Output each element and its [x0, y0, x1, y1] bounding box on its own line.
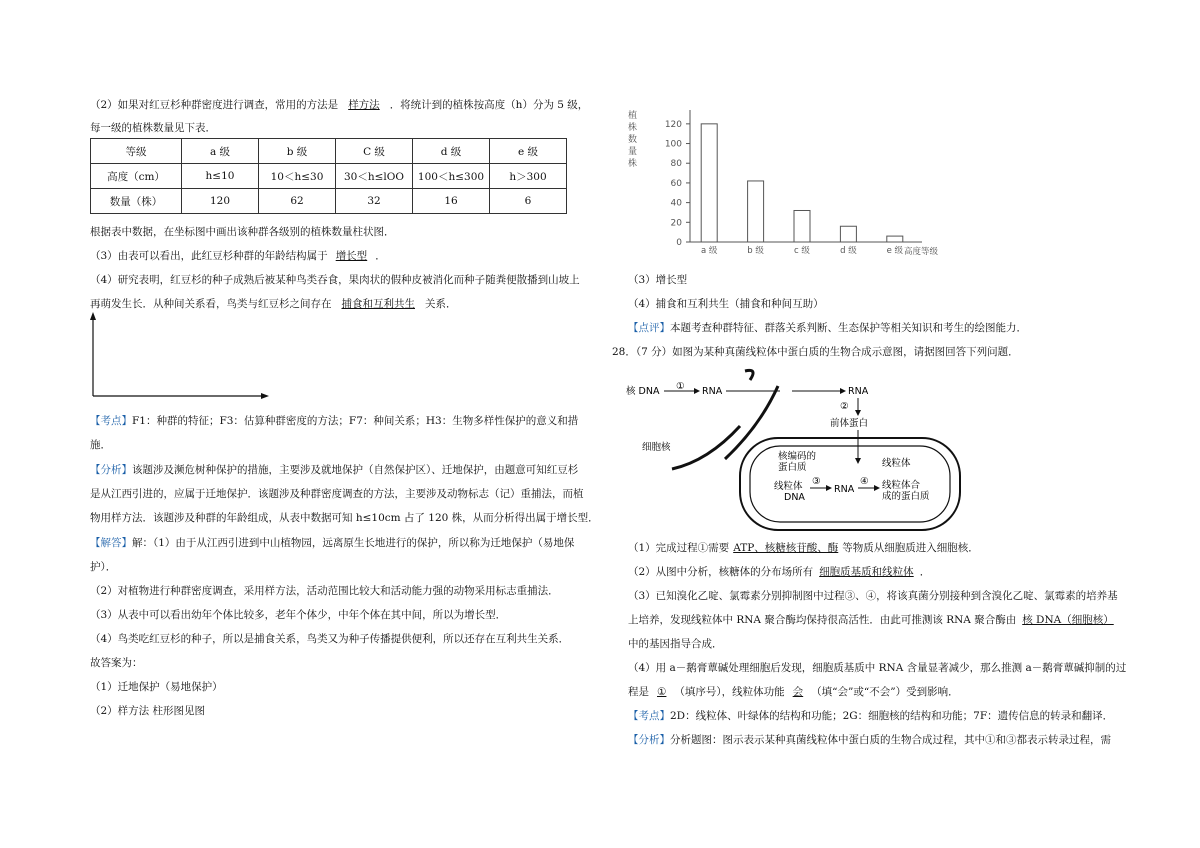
a3-line3: 中的基因指导合成．: [628, 638, 723, 650]
q4-line1: （4）研究表明，红豆杉的种子成熟后被某种鸟类吞食，果肉状的假种皮被消化而种子随粪便散播到山坡上: [90, 274, 580, 286]
x-axis-label: 高度等级: [903, 247, 938, 257]
final-answer-1: （1）迁地保护（易地保护）: [90, 681, 223, 693]
table-cell: 32: [336, 189, 413, 214]
fenxi-line3: 物用样方法．该题涉及种群的年龄组成，从表中数据可知 h≤10cm 占了 120 株，从而分析得出属于增长型．: [90, 512, 599, 524]
jieda-line1: 【解答】解：（1）由于从江西引进到中山植物园，远离原生长地进行的保护，所以称为迁地保护（易地保: [90, 537, 575, 549]
table-cell: h≤10: [182, 164, 259, 189]
y-tick-label: 80: [670, 159, 682, 170]
q2-line2: 每一级的植株数量见下表．: [90, 122, 216, 134]
y-tick-label: 20: [670, 218, 682, 229]
height-table: [90, 138, 567, 214]
q3-answer: 增长型: [335, 250, 368, 262]
precursor-protein-label: 前体蛋白: [830, 418, 869, 429]
table-row: [91, 189, 567, 214]
y-tick-label: 120: [664, 119, 682, 130]
q4-line2: 再萌发生长．从种间关系看，鸟类与红豆杉之间存在 捕食和互利共生 关系．: [90, 298, 457, 310]
q2-line1: （2）如果对红豆杉种群密度进行调查，常用的方法是 样方法 ．将统计到的植株按高度（h）分为 5 级，: [90, 99, 589, 111]
blank-axes: [85, 312, 270, 404]
dianping-line: 【点评】本题考查种群特征、群落关系判断、生态保护等相关知识和考生的绘图能力．: [628, 322, 1027, 334]
fenxi-line2: 是从江西引进的，应属于迁地保护．该题涉及种群密度调查的方法，主要涉及动物标志（记）重捕法，而植: [90, 488, 584, 500]
nucleus-label: 细胞核: [642, 442, 671, 453]
y-tick-label: 60: [670, 178, 682, 189]
step-1-label: ①: [676, 381, 685, 392]
bar: [701, 124, 717, 242]
dianping-tag: 【点评】: [628, 322, 670, 334]
table-cell: 数量（株）: [91, 189, 182, 214]
a2-answer: 细胞质基质和线粒体: [819, 566, 914, 578]
jieda-line2: 护）．: [90, 561, 117, 573]
y-tick-label: 0: [676, 238, 682, 248]
a1-line: （1）完成过程①需要 ATP、核糖核苷酸、酶 等物质从细胞质进入细胞核．: [628, 542, 979, 554]
y-tick-label: 100: [664, 139, 682, 150]
nuclear-dna-label: 核 DNA: [626, 386, 660, 397]
table-header-cell: 等级: [91, 139, 182, 164]
q2-answer: 样方法: [348, 99, 380, 111]
right-fenxi-tag: 【分析】: [628, 734, 670, 746]
a2-line: （2）从图中分析，核糖体的分布场所有 细胞质基质和线粒体 ．: [628, 566, 931, 578]
nuclear-coded-protein-label-1: 核编码的: [778, 451, 817, 462]
mito-dna-label-2: DNA: [784, 492, 805, 503]
rna-label-1: RNA: [702, 386, 723, 397]
kaodian-line1: 【考点】F1：种群的特征；F3：估算种群密度的方法；F7：种间关系；H3：生物多样性保护的意义和措: [90, 415, 579, 427]
y-axis-label-char: 植: [628, 111, 638, 121]
final-answer-2: （2）样方法 柱形图见图: [90, 705, 206, 717]
right-answer-3: （3）增长型: [628, 274, 688, 286]
x-tick-label: e 级: [886, 246, 904, 256]
q4-answer: 捕食和互利共生: [341, 298, 415, 310]
table-header-cell: C 级: [336, 139, 413, 164]
answer-3: （3）从表中可以看出幼年个体比较多，老年个体少，中年个体在其中间，所以为增长型．: [90, 609, 507, 621]
a3-line2: 上培养，发现线粒体中 RNA 聚合酶均保持很高活性．由此可推测该 RNA 聚合酶由 核 DNA（细胞核）: [628, 612, 1120, 627]
y-tick-label: 40: [670, 198, 682, 209]
mito-protein-label-2: 成的蛋白质: [882, 491, 930, 502]
x-tick-label: d 级: [840, 246, 857, 256]
fenxi-line1: 【分析】该题涉及濒危树种保护的措施，主要涉及就地保护（自然保护区）、迁地保护，由题意可知红豆杉: [90, 464, 579, 476]
rna-label-3: RNA: [834, 484, 855, 495]
x-tick-label: a 级: [700, 246, 718, 256]
right-answer-4: （4）捕食和互利共生（捕食和种间互助）: [628, 298, 824, 310]
table-cell: 6: [490, 189, 567, 214]
answer-2: （2）对植物进行种群密度调查，采用样方法，活动范围比较大和活动能力强的动物采用标志重捕法．: [90, 585, 559, 597]
kaodian-line2: 施．: [90, 439, 111, 451]
table-cell: 120: [182, 189, 259, 214]
answer-4: （4）鸟类吃红豆杉的种子，所以是捕食关系，鸟类又为种子传播提供便利，所以还存在互利共生关系．: [90, 633, 570, 645]
mito-protein-label-1: 线粒体合: [882, 480, 921, 491]
x-tick-label: b 级: [747, 246, 764, 256]
table-cell: h＞300: [490, 164, 567, 189]
table-cell: 62: [259, 189, 336, 214]
bar: [794, 210, 810, 242]
right-kaodian-line: 【考点】2D：线粒体、叶绿体的结构和功能；2G：细胞核的结构和功能；7F：遗传信息的转录和翻译．: [628, 710, 1114, 722]
table-cell: 16: [413, 189, 490, 214]
a4-answer-2: 会: [792, 686, 804, 698]
step-3-label: ③: [812, 476, 821, 487]
protein-synthesis-diagram: [620, 366, 970, 536]
table-cell: 100＜h≤300: [413, 164, 490, 189]
table-header-cell: e 级: [490, 139, 567, 164]
step-4-label: ④: [860, 476, 869, 487]
table-row: [91, 164, 567, 189]
mitochondrion-label: 线粒体: [882, 458, 911, 469]
table-cell: 高度（cm）: [91, 164, 182, 189]
a4-answer-1: ①: [657, 686, 667, 698]
a3-line1: （3）已知溴化乙啶、氯霉素分别抑制图中过程③、④，将该真菌分别接种到含溴化乙啶、氯霉素的培养基: [628, 590, 1118, 602]
after-table-text: 根据表中数据，在坐标图中画出该种群各级别的植株数量柱状图．: [90, 226, 395, 238]
fenxi-tag: 【分析】: [90, 464, 132, 476]
right-fenxi-line: 【分析】分析题图：图示表示某种真菌线粒体中蛋白质的生物合成过程，其中①和③都表示转录过程，需: [628, 734, 1111, 746]
table-cell: 30＜h≤lOO: [336, 164, 413, 189]
right-kaodian-tag: 【考点】: [628, 710, 670, 722]
table-cell: 10＜h≤30: [259, 164, 336, 189]
y-axis-label-char: 量: [628, 147, 638, 157]
q28-title: 28．（7 分）如图为某种真菌线粒体中蛋白质的生物合成示意图，请据图回答下列问题．: [612, 346, 1019, 358]
q3-line: （3）由表可以看出，此红豆杉种群的年龄结构属于 增长型 ．: [90, 250, 386, 262]
y-axis-label-char: 株: [628, 159, 638, 169]
bar-chart: [620, 102, 940, 262]
x-tick-label: c 级: [794, 246, 810, 256]
gudaan: 故答案为：: [90, 657, 143, 669]
kaodian-tag: 【考点】: [90, 415, 132, 427]
nuclear-coded-protein-label-2: 蛋白质: [778, 462, 807, 473]
mito-dna-label-1: 线粒体: [774, 481, 803, 492]
y-axis-label-char: 数: [628, 135, 638, 145]
y-axis-label-char: 株: [628, 123, 638, 133]
table-header-cell: b 级: [259, 139, 336, 164]
a1-answer: ATP、核糖核苷酸、酶: [733, 542, 839, 554]
bar: [840, 226, 856, 242]
a4-line2: 程是 ① （填序号），线粒体功能 会 （填“会”或“不会”）受到影响．: [628, 686, 959, 698]
bar: [748, 181, 764, 242]
table-header-cell: a 级: [182, 139, 259, 164]
table-header-cell: d 级: [413, 139, 490, 164]
step-2-label: ②: [840, 401, 849, 412]
a3-answer: 核 DNA（细胞核）: [1022, 614, 1114, 626]
jieda-tag: 【解答】: [90, 537, 132, 549]
a4-line1: （4）用 a－鹅膏蕈碱处理细胞后发现，细胞质基质中 RNA 含量显著减少，那么推测 a－鹅膏蕈碱抑制的过: [628, 662, 1127, 674]
bar: [887, 236, 903, 242]
rna-label-2: RNA: [848, 386, 869, 397]
